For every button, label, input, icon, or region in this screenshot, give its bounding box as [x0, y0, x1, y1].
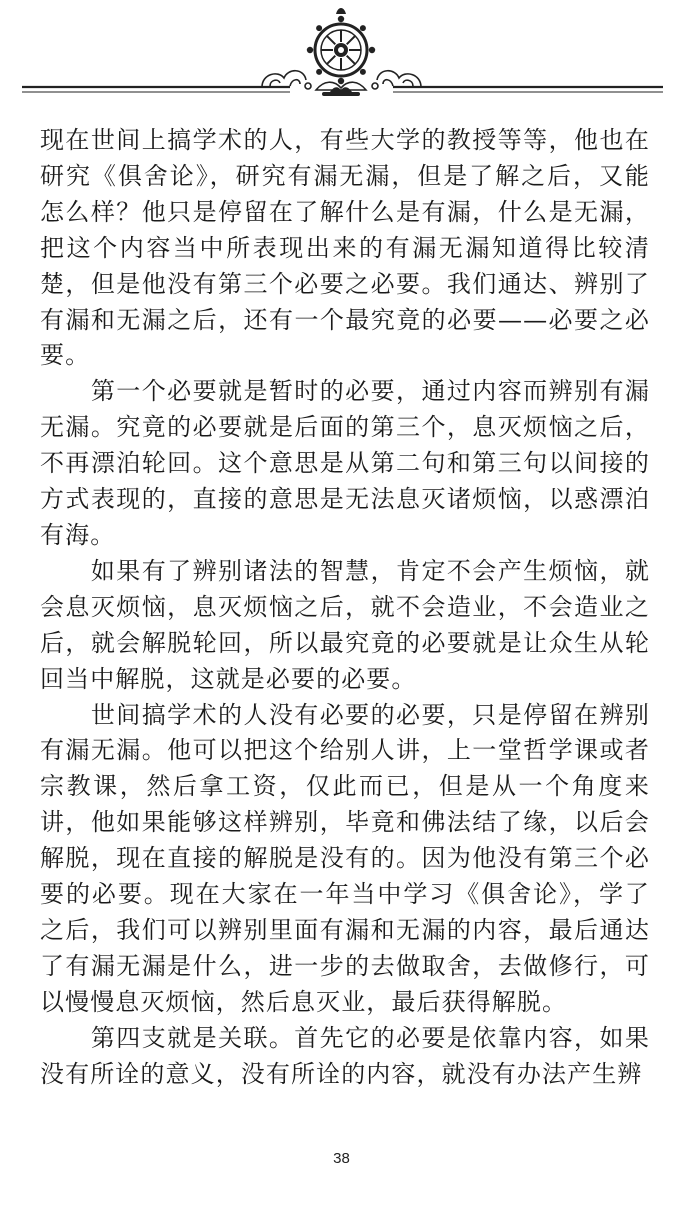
paragraph-1: 现在世间上搞学术的人，有些大学的教授等等，他也在研究《俱舍论》，研究有漏无漏，但是了解之后，又能怎么样？他只是停留在了解什么是有漏，什么是无漏，把这个内容当中所表现出来的有漏无漏知道得比较清楚，但是他没有第三个必要之必要。我们通达、辨别了有漏和无漏之后，还有一个最究竟的必要——必要之必要。 [40, 126, 650, 370]
header-ornament-graphic [0, 0, 683, 110]
dharma-wheel-icon [307, 8, 375, 84]
page-body [40, 123, 650, 1092]
page-header-ornament [0, 0, 683, 110]
paragraph-4: 世间搞学术的人没有必要的必要，只是停留在辨别有漏无漏。他可以把这个给别人讲，上一堂哲学课或者宗教课，然后拿工资，仅此而已，但是从一个角度来讲，他如果能够这样辨别，毕竟和佛法结了缘，以后会解脱，现在直接的解脱是没有的。因为他没有第三个必要的必要。现在大家在一年当中学习《俱舍论》，学了之后，我们可以辨别里面有漏和无漏的内容，最后通达了有漏无漏是什么，进一步的去做取舍，去做修行，可以慢慢息灭烦恼，然后息灭业，最后获得解脱。 [40, 700, 650, 1016]
page-number: 38 [333, 1150, 350, 1167]
paragraph-5: 第四支就是关联。首先它的必要是依靠内容，如果没有所诠的意义，没有所诠的内容，就没有办法产生辨 [40, 1023, 650, 1088]
paragraph-3: 如果有了辨别诸法的智慧，肯定不会产生烦恼，就会息灭烦恼，息灭烦恼之后，就不会造业，不会造业之后，就会解脱轮回，所以最究竟的必要就是让众生从轮回当中解脱，这就是必要的必要。 [40, 556, 650, 693]
lotus-base-icon [316, 82, 366, 96]
paragraph-2: 第一个必要就是暂时的必要，通过内容而辨别有漏无漏。究竟的必要就是后面的第三个，息灭烦恼之后，不再漂泊轮回。这个意思是从第二句和第三句以间接的方式表现的，直接的意思是无法息灭诸烦恼，以惑漂泊有海。 [40, 377, 650, 549]
